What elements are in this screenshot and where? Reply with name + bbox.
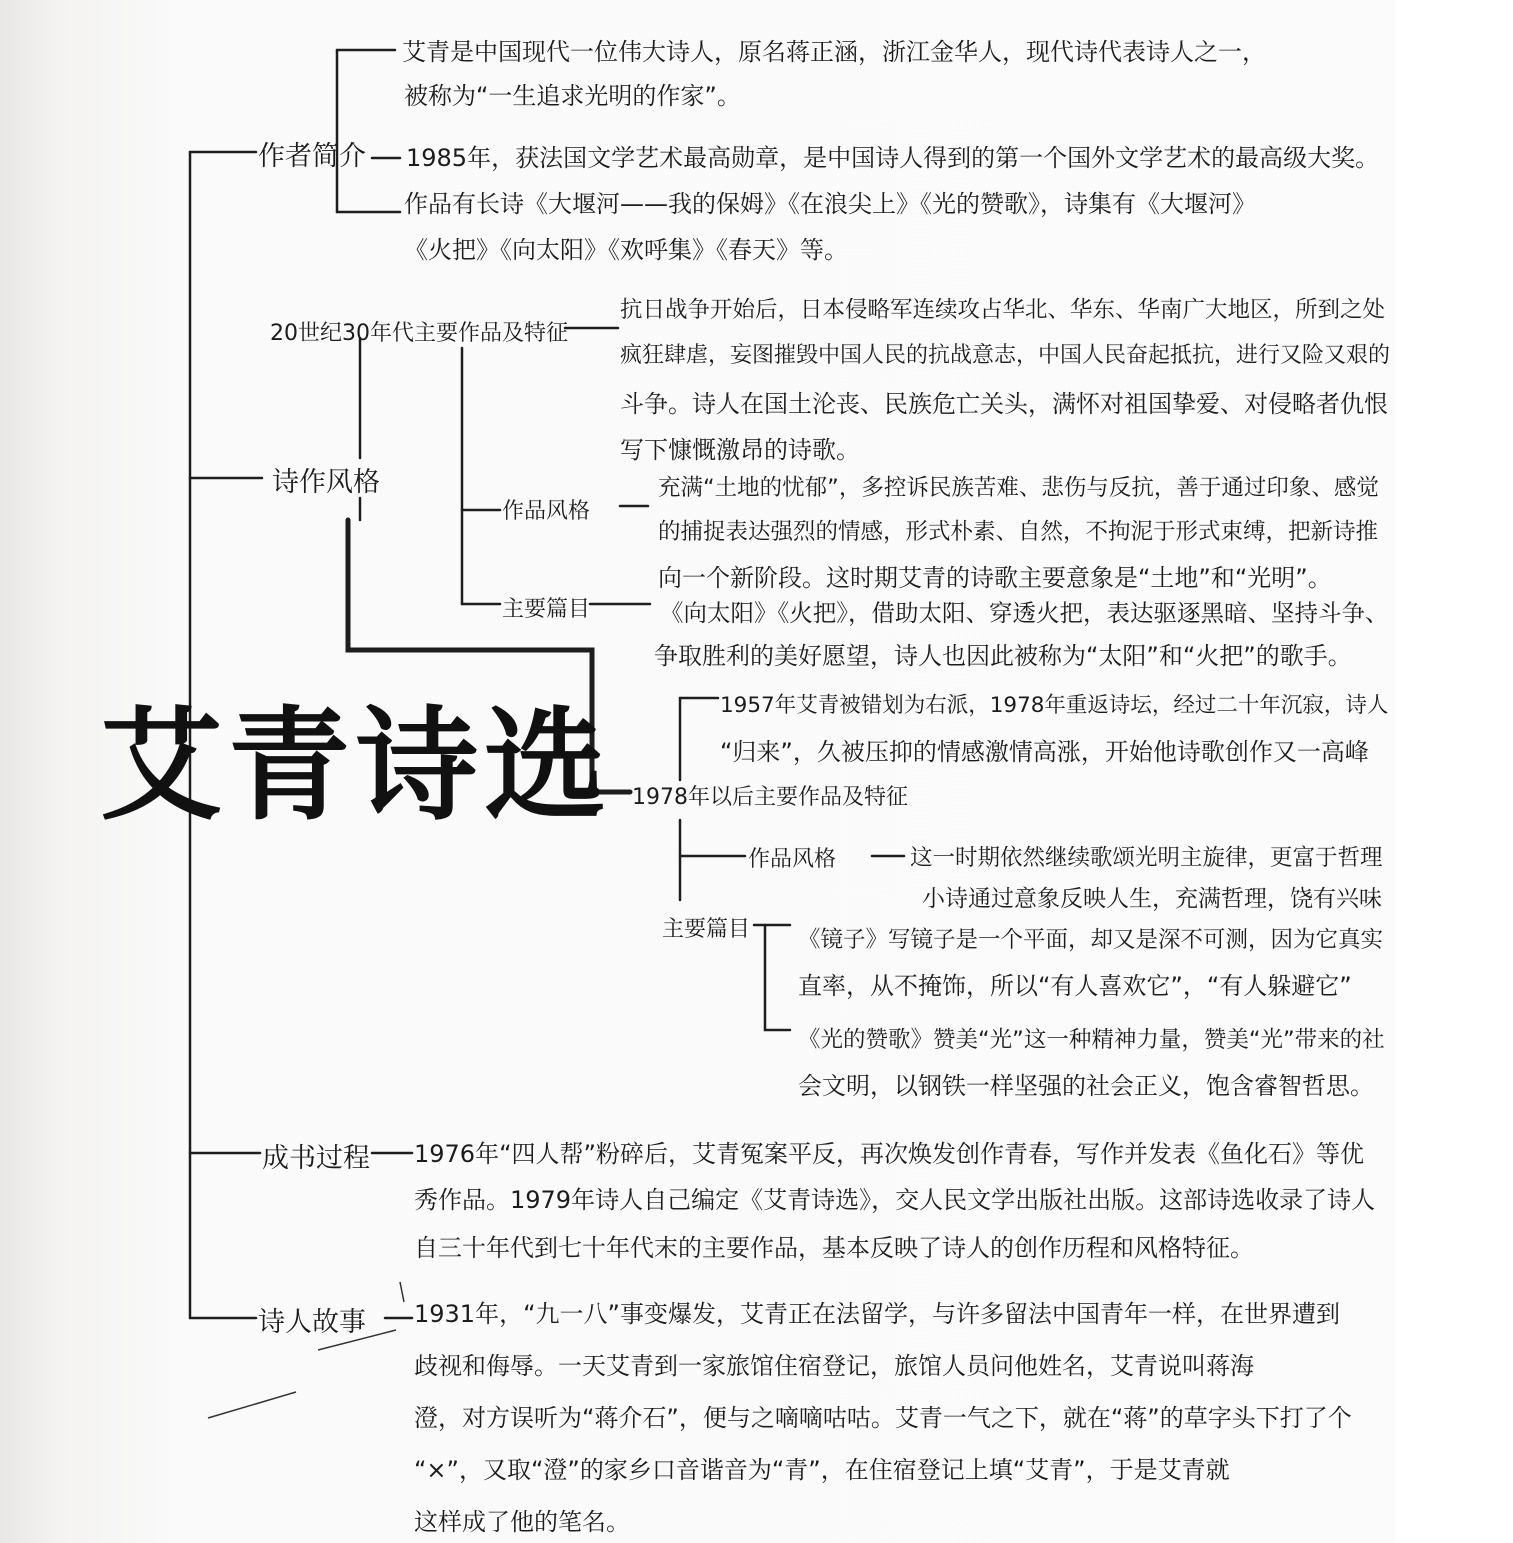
story-line-4: “×”，又取“澄”的家乡口音谐音为“青”，在住宿登记上填“艾青”，于是艾青就 [414,1456,1230,1484]
story-line-3: 澄，对方误听为“蒋介石”，便与之嘀嘀咕咕。艾青一气之下，就在“蒋”的草字头下打了个 [414,1404,1352,1432]
era2-bg-1: 1957年艾青被错划为右派，1978年重返诗坛，经过二十年沉寂，诗人 [720,693,1389,718]
node-era-1930s: 20世纪30年代主要作品及特征 [270,321,568,346]
author-line-1b: 被称为“一生追求光明的作家”。 [404,82,741,110]
story-line-5: 这样成了他的笔名。 [414,1508,630,1536]
era2-works-3: 《光的赞歌》赞美“光”这一种精神力量，赞美“光”带来的社 [798,1027,1385,1053]
era1-bg-2: 疯狂肆虐，妄图摧毁中国人民的抗战意志，中国人民奋起抵抗，进行又险又艰的 [620,343,1391,368]
era1-style-1: 充满“土地的忧郁”，多控诉民族苦难、悲伤与反抗，善于通过印象、感觉 [658,475,1379,501]
node-era1-style: 作品风格 [502,499,591,524]
era1-bg-4: 写下慷慨激昂的诗歌。 [620,436,860,464]
node-era1-works: 主要篇目 [502,597,591,622]
era2-works-2: 直率，从不掩饰，所以“有人喜欢它”，“有人躲避它” [798,972,1352,1000]
author-line-1a: 艾青是中国现代一位伟大诗人，原名蒋正涵，浙江金华人，现代诗代表诗人之一， [402,38,1266,66]
node-era2-style: 作品风格 [748,847,837,872]
era1-works-2: 争取胜利的美好愿望，诗人也因此被称为“太阳”和“火把”的歌手。 [654,642,1352,670]
era2-bg-2: “归来”，久被压抑的情感激情高涨，开始他诗歌创作又一高峰 [720,738,1369,766]
era1-bg-3: 斗争。诗人在国土沦丧、民族危亡关头，满怀对祖国挚爱、对侵略者仇恨 [620,390,1388,418]
story-line-1: 1931年，“九一八”事变爆发，艾青正在法留学，与许多留法中国青年一样，在世界遭到 [414,1300,1340,1328]
compilation-line-3: 自三十年代到七十年代末的主要作品，基本反映了诗人的创作历程和风格特征。 [414,1234,1254,1262]
era2-style-1: 这一时期依然继续歌颂光明主旋律，更富于哲理 [910,845,1383,871]
node-compilation: 成书过程 [262,1143,370,1174]
compilation-line-2: 秀作品。1979年诗人自己编定《艾青诗选》，交人民文学出版社出版。这部诗选收录了诗人 [414,1186,1376,1214]
node-era2-works: 主要篇目 [662,917,751,942]
node-author-intro: 作者简介 [258,141,366,172]
era1-style-3: 向一个新阶段。这时期艾青的诗歌主要意象是“土地”和“光明”。 [658,564,1332,592]
author-line-3b: 《火把》《向太阳》《欢呼集》《春天》等。 [404,236,848,264]
author-line-2: 1985年，获法国文学艺术最高勋章，是中国诗人得到的第一个国外文学艺术的最高级大奖。 [406,144,1380,172]
era1-bg-1: 抗日战争开始后，日本侵略军连续攻占华北、华东、华南广大地区，所到之处 [620,297,1386,323]
story-line-2: 歧视和侮辱。一天艾青到一家旅馆住宿登记，旅馆人员问他姓名，艾青说叫蒋海 [414,1352,1254,1380]
era2-works-4: 会文明，以钢铁一样坚强的社会正义，饱含睿智哲思。 [798,1072,1374,1100]
era1-style-2: 的捕捉表达强烈的情感，形式朴素、自然，不拘泥于形式束缚，把新诗推 [658,519,1379,545]
node-poet-story: 诗人故事 [258,1307,366,1338]
main-title: 艾青诗选 [100,693,612,837]
author-line-3a: 作品有长诗《大堰河——我的保姆》《在浪尖上》《光的赞歌》，诗集有《大堰河》 [404,190,1256,218]
compilation-line-1: 1976年“四人帮”粉碎后，艾青冤案平反，再次焕发创作青春，写作并发表《鱼化石》等优 [414,1140,1364,1168]
node-era-1978: 1978年以后主要作品及特征 [632,785,908,810]
era2-works-1: 《镜子》写镜子是一个平面，却又是深不可测，因为它真实 [798,927,1384,953]
era2-style-2: 小诗通过意象反映人生，充满哲理，饶有兴味 [922,886,1382,912]
node-poetic-style: 诗作风格 [272,467,380,498]
era1-works-1: 《向太阳》《火把》，借助太阳、穿透火把，表达驱逐黑暗、坚持斗争、 [660,599,1389,627]
